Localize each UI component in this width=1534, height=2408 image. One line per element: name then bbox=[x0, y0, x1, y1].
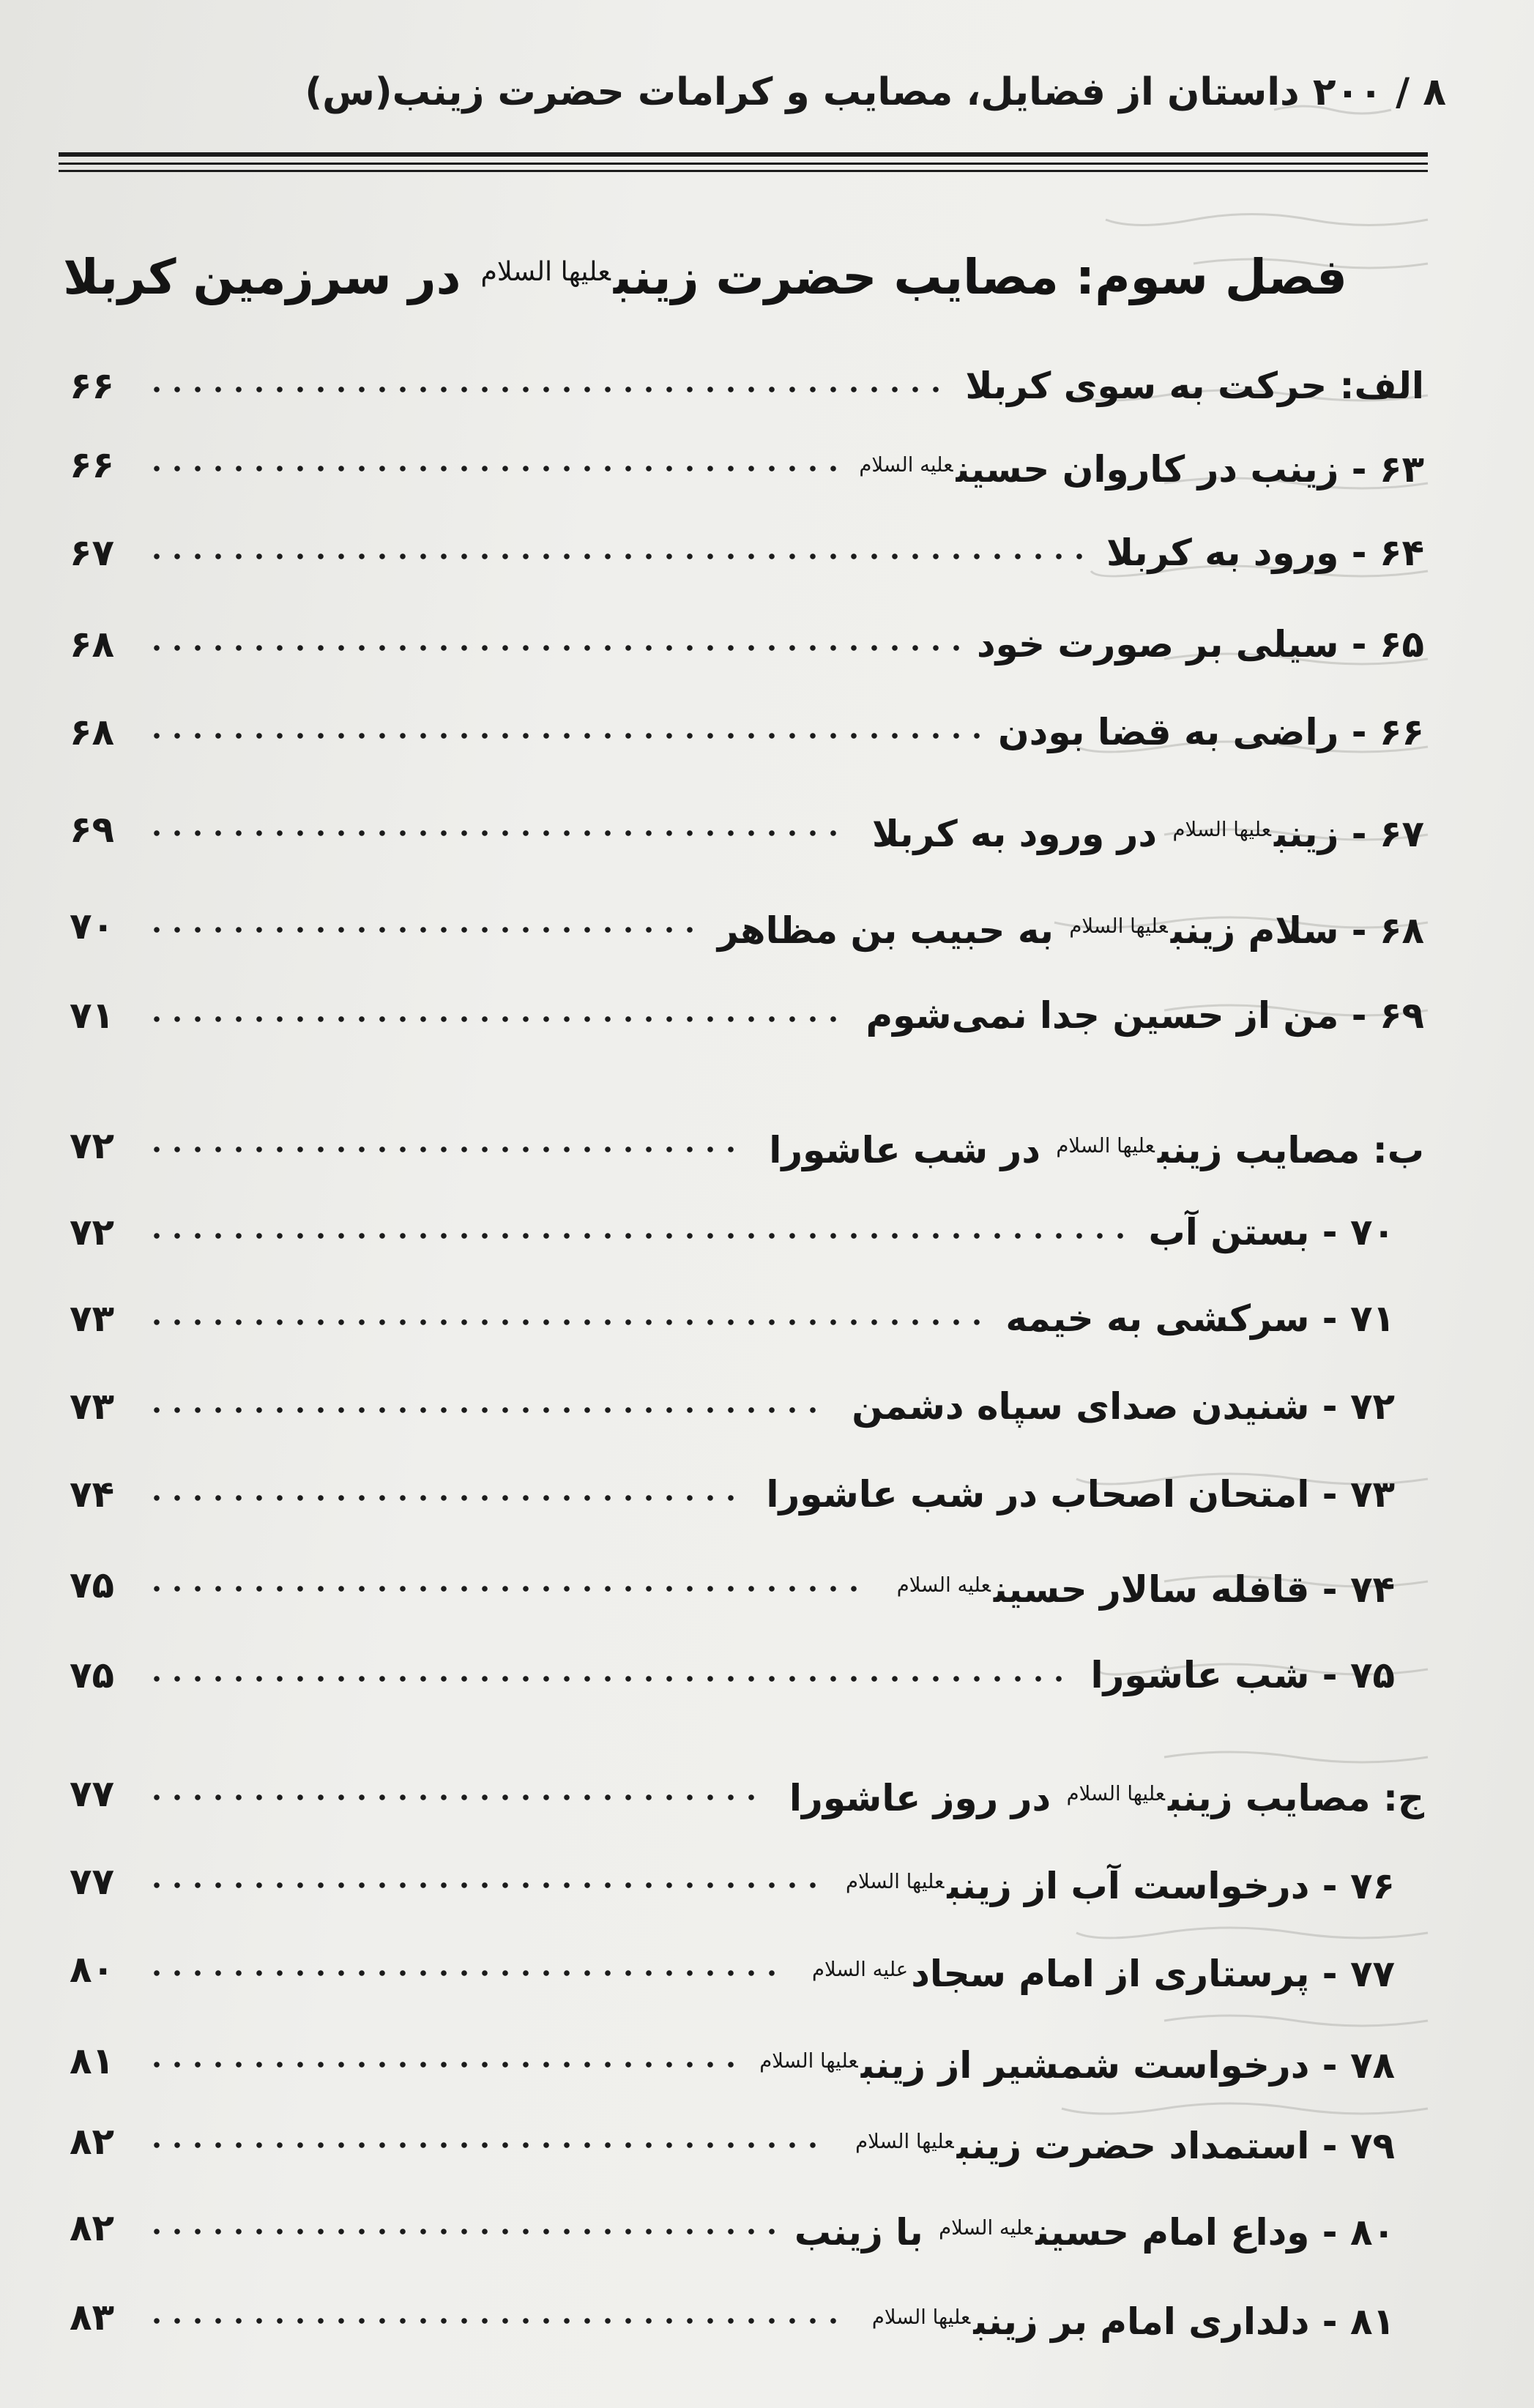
toc-entry-title: ورود به کربلا bbox=[1106, 532, 1339, 574]
toc-entry-number: ۷۴ bbox=[1349, 1568, 1395, 1611]
toc-entry[interactable] bbox=[0, 2284, 1534, 2350]
honorific-mark: عليها السلام bbox=[1066, 1782, 1166, 1805]
toc-entry-page: ۷۵ bbox=[70, 1564, 115, 1606]
toc-entry-number: ۷۱ bbox=[1349, 1297, 1395, 1340]
dot-leader bbox=[146, 387, 946, 392]
toc-entry-label: ۷۱ - سرکشی به خیمه bbox=[1005, 1297, 1395, 1340]
honorific-mark: عليه السلام bbox=[939, 2216, 1033, 2240]
dot-leader bbox=[146, 1407, 823, 1413]
chapter-title bbox=[63, 249, 1347, 305]
dot-leader bbox=[146, 733, 987, 739]
toc-entry-title: سرکشی به خیمه bbox=[1005, 1297, 1310, 1340]
toc-entry-page: ۶۸ bbox=[70, 623, 115, 666]
toc-entry[interactable] bbox=[0, 2195, 1534, 2261]
dot-leader bbox=[146, 553, 1090, 559]
toc-entry-label: ۶۴ - ورود به کربلا bbox=[1106, 532, 1424, 574]
toc-entry-title: سیلی بر صورت خود bbox=[976, 623, 1339, 666]
toc-entry-title: استمداد حضرت زینب bbox=[956, 2124, 1310, 2167]
dot-leader bbox=[146, 1676, 1069, 1682]
toc-entry-page: ۸۰ bbox=[70, 1948, 115, 1991]
toc-entry[interactable] bbox=[0, 1199, 1534, 1265]
toc-entry-label bbox=[769, 1113, 1424, 1183]
toc-entry-title: الف: حرکت به سوی کربلا bbox=[965, 365, 1424, 407]
toc-entry-label: ۶۵ - سیلی بر صورت خود bbox=[976, 623, 1424, 666]
toc-entry-title: پرستاری از امام سجاد bbox=[911, 1952, 1310, 1995]
toc-entry[interactable] bbox=[0, 1849, 1534, 1915]
toc-entry-page: ۸۲ bbox=[70, 2120, 115, 2163]
toc-entry-page: ۸۱ bbox=[70, 2040, 115, 2082]
toc-entry[interactable] bbox=[0, 1937, 1534, 2002]
dot-leader bbox=[146, 1495, 741, 1501]
toc-entry-page: ۷۷ bbox=[70, 1860, 115, 1903]
toc-entry-title: ب: مصایب زینب bbox=[1157, 1128, 1424, 1171]
toc-entry-label: ۷۵ - شب عاشورا bbox=[1090, 1654, 1395, 1696]
toc-entry-page: ۷۴ bbox=[70, 1473, 115, 1516]
dot-leader bbox=[146, 1319, 987, 1325]
header-rule-thin bbox=[59, 170, 1428, 172]
header-rule-thick bbox=[59, 152, 1428, 157]
toc-entry-label: ۶۸ - سلام زینب$^{عليها السلام}$ به حبیب بن مظاهر bbox=[717, 909, 1424, 952]
toc-entry-title-suffix: در روز عاشورا bbox=[789, 1776, 1051, 1819]
toc-entry[interactable] bbox=[0, 520, 1534, 586]
toc-entry-page: ۷۳ bbox=[70, 1385, 115, 1428]
honorific-mark: عليها السلام bbox=[480, 255, 611, 287]
toc-entry-title: ج: مصایب زینب bbox=[1168, 1776, 1424, 1819]
toc-entry-label: ۷۶ - درخواست آب از زینب$^{عليها السلام}$ bbox=[845, 1864, 1395, 1907]
toc-entry[interactable] bbox=[0, 1373, 1534, 1439]
toc-entry-number: ۷۸ bbox=[1349, 2043, 1395, 2087]
honorific-mark: عليه السلام bbox=[896, 1573, 991, 1597]
toc-entry-number: ۷۳ bbox=[1349, 1473, 1395, 1516]
dot-leader bbox=[146, 1233, 1131, 1239]
dot-leader bbox=[146, 1882, 823, 1888]
honorific-mark: عليها السلام bbox=[1069, 914, 1168, 938]
toc-entry-label: ۷۴ - قافله سالار حسین$^{عليه السلام}$ bbox=[896, 1568, 1395, 1611]
toc-entry-page: ۷۲ bbox=[70, 1211, 115, 1253]
toc-entry-title: شب عاشورا bbox=[1090, 1654, 1310, 1696]
dot-leader bbox=[146, 1016, 844, 1022]
toc-entry-number: ۷۶ bbox=[1349, 1864, 1395, 1907]
toc-entry[interactable] bbox=[0, 432, 1534, 498]
dot-leader bbox=[146, 1147, 741, 1152]
toc-entry-label bbox=[965, 353, 1424, 419]
toc-entry-number: ۶۸ bbox=[1379, 909, 1424, 952]
toc-entry-page: ۷۷ bbox=[70, 1773, 115, 1815]
toc-entry-page: ۸۳ bbox=[70, 2296, 115, 2338]
toc-entry-number: ۷۵ bbox=[1349, 1654, 1395, 1696]
dot-leader bbox=[146, 2229, 782, 2234]
toc-entry-label: ۷۳ - امتحان اصحاب در شب عاشورا bbox=[766, 1473, 1395, 1516]
toc-entry-label bbox=[789, 1761, 1424, 1831]
toc-entry-title: بستن آب bbox=[1148, 1211, 1310, 1253]
toc-entry-title: زینب در کاروان حسین bbox=[956, 447, 1339, 491]
toc-entry-number: ۷۹ bbox=[1349, 2124, 1395, 2167]
toc-entry-title: شنیدن صدای سپاه دشمن bbox=[852, 1385, 1310, 1428]
honorific-mark: عليها السلام bbox=[1056, 1134, 1155, 1158]
toc-entry-title-suffix: با زینب bbox=[794, 2210, 923, 2254]
dot-leader bbox=[146, 2318, 844, 2324]
honorific-mark: عليها السلام bbox=[855, 2130, 954, 2153]
header-rule-thin bbox=[59, 163, 1428, 165]
toc-entry-page: ۷۳ bbox=[70, 1297, 115, 1340]
toc-entry[interactable] bbox=[0, 797, 1534, 862]
toc-entry[interactable] bbox=[0, 983, 1534, 1048]
toc-entry-title: زینب bbox=[1273, 812, 1339, 855]
toc-entry-label: ۶۷ - زینب$^{عليها السلام}$ در ورود به کربلا bbox=[871, 812, 1424, 855]
toc-entry[interactable] bbox=[0, 2109, 1534, 2174]
toc-entry[interactable] bbox=[0, 611, 1534, 677]
honorific-mark: عليه السلام bbox=[859, 453, 953, 477]
dot-leader bbox=[146, 466, 844, 471]
dot-leader bbox=[146, 1586, 864, 1592]
toc-entry-label: ۸۱ - دلداری امام بر زینب$^{عليها السلام}$ bbox=[871, 2300, 1395, 2343]
toc-entry-title: وداع امام حسین bbox=[1035, 2210, 1310, 2254]
toc-entry-label: ۷۲ - شنیدن صدای سپاه دشمن bbox=[852, 1385, 1395, 1428]
toc-entry-title: قافله سالار حسین bbox=[993, 1568, 1310, 1611]
toc-entry-page: ۶۶ bbox=[70, 365, 115, 407]
honorific-mark: عليها السلام bbox=[871, 2306, 971, 2329]
toc-entry-title: راضی به قضا بودن bbox=[997, 711, 1339, 753]
toc-entry-title: امتحان اصحاب در شب عاشورا bbox=[766, 1473, 1310, 1516]
toc-entry[interactable] bbox=[0, 1286, 1534, 1352]
toc-entry-number: ۷۰ bbox=[1349, 1211, 1395, 1253]
running-header: ۸ / ۲۰۰ داستان از فضایل، مصایب و کرامات حضرت زینب(س) bbox=[305, 70, 1446, 114]
dot-leader bbox=[146, 2062, 741, 2068]
toc-entry-page: ۷۰ bbox=[70, 905, 115, 947]
toc-entry-number: ۷۲ bbox=[1349, 1385, 1395, 1428]
dot-leader bbox=[146, 927, 700, 933]
toc-entry-label: ۷۷ - پرستاری از امام سجاد$^{عليه السلام}$ bbox=[811, 1952, 1395, 1995]
toc-entry[interactable] bbox=[0, 893, 1534, 959]
toc-entry-title: من از حسین جدا نمی‌شوم bbox=[865, 994, 1339, 1037]
dot-leader bbox=[146, 2142, 823, 2148]
toc-entry-title: درخواست آب از زینب bbox=[947, 1864, 1310, 1907]
honorific-mark: عليه السلام bbox=[811, 1958, 909, 1981]
toc-entry[interactable] bbox=[0, 1552, 1534, 1618]
toc-entry-label: ۷۹ - استمداد حضرت زینب$^{عليها السلام}$ bbox=[855, 2124, 1395, 2167]
toc-entry-label: ۶۹ - من از حسین جدا نمی‌شوم bbox=[865, 994, 1424, 1037]
dot-leader bbox=[146, 645, 967, 651]
chapter-title-text: در سرزمین کربلا bbox=[63, 249, 461, 305]
toc-entry-page: ۷۲ bbox=[70, 1125, 115, 1167]
toc-entry-number: ۶۹ bbox=[1379, 994, 1424, 1037]
toc-entry-number: ۶۷ bbox=[1379, 812, 1424, 855]
toc-entry-page: ۶۹ bbox=[70, 808, 115, 851]
toc-entry-number: ۸۰ bbox=[1349, 2210, 1395, 2254]
chapter-title-text: فصل سوم: مصایب حضرت زینب bbox=[613, 249, 1347, 305]
toc-section-heading[interactable] bbox=[0, 1113, 1534, 1179]
toc-entry[interactable] bbox=[0, 699, 1534, 765]
dot-leader bbox=[146, 1794, 762, 1800]
toc-entry[interactable] bbox=[0, 1461, 1534, 1527]
toc-entry-title-suffix: به حبیب بن مظاهر bbox=[717, 909, 1054, 952]
toc-entry-page: ۶۷ bbox=[70, 532, 115, 574]
toc-entry-page: ۷۱ bbox=[70, 994, 115, 1037]
toc-entry-label: ۸۰ - وداع امام حسین$^{عليه السلام}$ با زینب bbox=[794, 2210, 1395, 2254]
toc-entry[interactable] bbox=[0, 353, 1534, 419]
toc-entry-title: سلام زینب bbox=[1170, 909, 1339, 952]
honorific-mark: عليها السلام bbox=[1172, 818, 1271, 841]
toc-entry-number: ۶۳ bbox=[1379, 447, 1424, 491]
toc-entry-number: ۸۱ bbox=[1349, 2300, 1395, 2343]
toc-entry-label: ۶۳ - زینب در کاروان حسین$^{عليه السلام}$ bbox=[859, 447, 1424, 491]
toc-entry-number: ۶۵ bbox=[1379, 623, 1424, 666]
toc-entry-page: ۶۸ bbox=[70, 711, 115, 753]
toc-entry-page: ۸۲ bbox=[70, 2207, 115, 2249]
toc-entry-page: ۷۵ bbox=[70, 1654, 115, 1696]
toc-section-heading[interactable] bbox=[0, 1761, 1534, 1827]
toc-entry-page: ۶۶ bbox=[70, 444, 115, 486]
toc-entry-number: ۶۶ bbox=[1379, 711, 1424, 753]
honorific-mark: عليها السلام bbox=[845, 1870, 945, 1893]
dot-leader bbox=[146, 1970, 782, 1976]
toc-entry-label: ۷۸ - درخواست شمشیر از زینب$^{عليها السلام}$ bbox=[759, 2043, 1395, 2087]
toc-entry-number: ۷۷ bbox=[1349, 1952, 1395, 1995]
toc-entry-label: ۶۶ - راضی به قضا بودن bbox=[997, 711, 1424, 753]
dot-leader bbox=[146, 830, 844, 836]
toc-entry-title: درخواست شمشیر از زینب bbox=[860, 2043, 1310, 2087]
toc-entry-title-suffix: در ورود به کربلا bbox=[871, 812, 1158, 855]
toc-entry-title-suffix: در شب عاشورا bbox=[769, 1128, 1040, 1171]
toc-entry-label: ۷۰ - بستن آب bbox=[1148, 1211, 1395, 1253]
honorific-mark: عليها السلام bbox=[759, 2049, 858, 2073]
toc-entry-title: دلداری امام بر زینب bbox=[973, 2300, 1310, 2343]
toc-entry[interactable] bbox=[0, 2028, 1534, 2094]
toc-entry[interactable] bbox=[0, 1642, 1534, 1708]
toc-entry-number: ۶۴ bbox=[1379, 532, 1424, 574]
